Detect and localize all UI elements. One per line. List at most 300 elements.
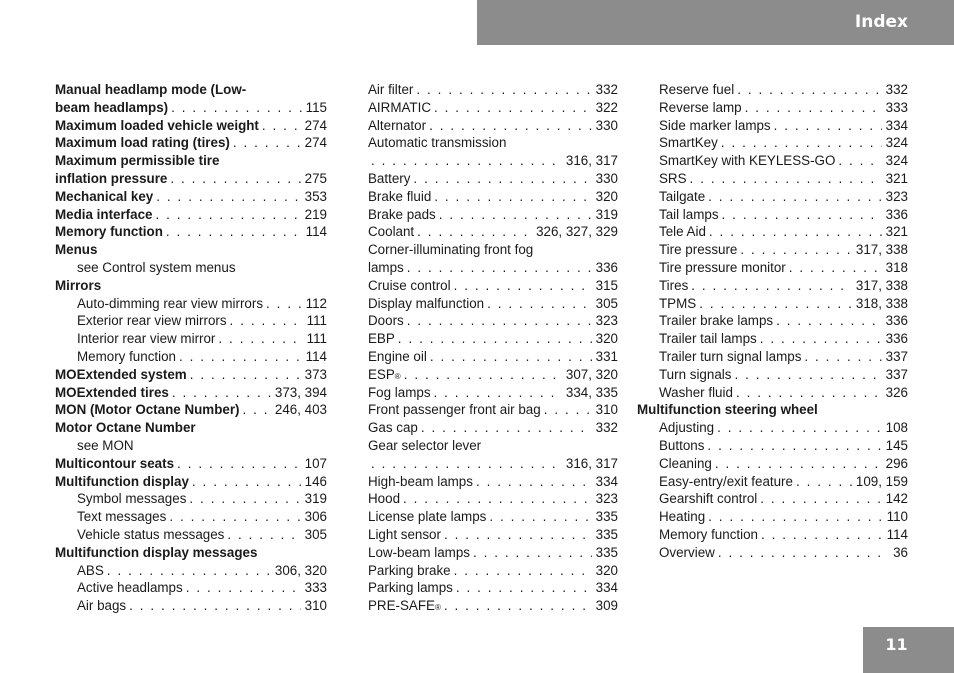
dot-leader — [404, 312, 592, 330]
dot-leader — [696, 295, 852, 313]
dot-leader — [704, 437, 881, 455]
index-page-refs: 306, 320 — [274, 562, 327, 578]
index-term: lamps — [368, 259, 404, 275]
index-entry — [368, 312, 618, 330]
index-term: Washer fluid — [659, 384, 733, 400]
index-term: AIRMATIC — [368, 99, 431, 115]
dot-leader — [224, 526, 300, 544]
index-term: Memory function — [659, 526, 758, 542]
index-term: Active headlamps — [77, 580, 183, 596]
index-term: Motor Octane Number — [55, 420, 196, 436]
dot-leader — [757, 330, 882, 348]
index-entry — [368, 348, 618, 366]
index-entry — [368, 152, 618, 170]
index-entry: PRE-SAFE ® . . . 309 — [368, 597, 618, 615]
index-term: Side marker lamps — [659, 117, 771, 133]
index-entry — [368, 81, 618, 99]
index-entry — [368, 490, 618, 508]
index-entry — [368, 259, 618, 277]
index-page-refs: 316, 317 — [565, 455, 618, 471]
index-term: see Control system menus — [77, 259, 236, 275]
index-entry — [368, 544, 618, 562]
index-page-refs: 336 — [885, 331, 908, 347]
index-page-refs: 319 — [304, 491, 327, 507]
dot-leader — [441, 526, 592, 544]
index-term: Maximum loaded vehicle weight — [55, 117, 259, 133]
index-page-refs: 114 — [305, 348, 327, 364]
index-term: Tail lamps — [659, 206, 719, 222]
index-term: Doors — [368, 313, 404, 329]
dot-leader — [368, 152, 562, 170]
dot-leader — [470, 544, 592, 562]
dot-leader — [719, 206, 882, 224]
index-term: Reverse lamp — [659, 99, 742, 115]
index-page-refs: 111 — [306, 331, 327, 347]
dot-leader — [413, 81, 591, 99]
dot-leader — [706, 223, 882, 241]
index-page-refs: 336 — [595, 259, 618, 275]
index-page-refs: 309 — [595, 598, 618, 614]
index-term: Automatic transmission — [368, 135, 507, 151]
dot-leader — [259, 117, 301, 135]
index-page-refs: 316, 317 — [565, 153, 618, 169]
index-page-refs: 331 — [595, 348, 618, 364]
index-term: Buttons — [659, 437, 705, 453]
index-page-refs: 324 — [885, 135, 908, 151]
dot-leader — [757, 490, 881, 508]
index-entry — [637, 384, 908, 402]
index-term: Mirrors — [55, 277, 102, 293]
dot-leader — [176, 348, 302, 366]
index-term: Engine oil — [368, 348, 427, 364]
index-entry — [55, 330, 327, 348]
index-page-refs: 305 — [304, 526, 327, 542]
dot-leader — [486, 508, 591, 526]
index-entry — [368, 384, 618, 402]
index-page-refs: 337 — [885, 348, 908, 364]
index-entry — [637, 277, 908, 295]
index-page-refs: 336 — [885, 206, 908, 222]
index-entry — [368, 295, 618, 313]
index-entry — [368, 117, 618, 135]
dot-leader — [436, 206, 592, 224]
dot-leader — [734, 81, 881, 99]
dot-leader — [773, 312, 882, 330]
index-term: Front passenger front air bag — [368, 402, 541, 418]
index-entry — [637, 241, 908, 259]
index-page-refs: 275 — [304, 170, 327, 186]
index-entry — [368, 330, 618, 348]
index-entry — [55, 152, 327, 170]
index-entry — [55, 170, 327, 188]
index-term: Turn signals — [659, 366, 732, 382]
index-page-refs: 321 — [885, 224, 908, 240]
index-term: SmartKey — [659, 135, 718, 151]
dot-leader — [688, 277, 852, 295]
index-term: Low-beam lamps — [368, 544, 470, 560]
index-page-refs: 335 — [595, 544, 618, 560]
index-entry — [55, 544, 327, 562]
index-term: Mechanical key — [55, 188, 154, 204]
index-term: Tire pressure — [659, 242, 738, 258]
index-entry — [55, 526, 327, 544]
index-entry — [55, 295, 327, 313]
dot-leader — [473, 473, 592, 491]
index-entry — [368, 206, 618, 224]
index-page-refs: 318, 338 — [855, 295, 908, 311]
index-page-refs: 335 — [595, 526, 618, 542]
index-term: Auto-dimming rear view mirrors — [77, 295, 264, 311]
index-entry — [55, 473, 327, 491]
index-term: Gear selector lever — [368, 437, 482, 453]
index-entry — [368, 526, 618, 544]
index-term: MOExtended system — [55, 366, 187, 382]
index-page-refs: 353 — [304, 188, 327, 204]
index-entry — [55, 117, 327, 135]
index-entry — [55, 99, 327, 117]
index-term: Tele Aid — [659, 224, 706, 240]
dot-leader — [404, 259, 592, 277]
index-page-refs: 336 — [885, 313, 908, 329]
index-term: Memory function — [55, 224, 163, 240]
index-term: Exterior rear view mirrors — [77, 313, 227, 329]
index-entry — [55, 490, 327, 508]
index-entry — [55, 134, 327, 152]
dot-leader — [731, 366, 881, 384]
dot-leader — [733, 384, 882, 402]
index-column-1 — [55, 81, 327, 615]
index-term: SmartKey with KEYLESS-GO — [659, 153, 836, 169]
index-page-refs: 317, 338 — [855, 242, 908, 258]
index-entry — [368, 562, 618, 580]
dot-leader — [263, 295, 302, 313]
index-term: Brake fluid — [368, 188, 432, 204]
index-page-refs: 107 — [304, 455, 327, 471]
dot-leader — [230, 134, 301, 152]
index-page-refs: 337 — [885, 366, 908, 382]
index-page-refs: 330 — [595, 170, 618, 186]
index-entry — [55, 562, 327, 580]
index-page-refs: 296 — [885, 455, 908, 471]
index-entry — [55, 419, 327, 437]
index-entry — [368, 134, 618, 152]
index-page-refs: 332 — [885, 82, 908, 97]
dot-leader — [541, 401, 592, 419]
dot-leader — [240, 401, 271, 419]
dot-leader — [368, 455, 562, 473]
index-page-refs: 111 — [306, 313, 327, 329]
dot-leader — [166, 508, 300, 526]
index-page-refs: 326, 327, 329 — [536, 224, 618, 240]
index-page-refs: 274 — [304, 135, 327, 151]
index-page-refs: 109, 159 — [855, 473, 908, 489]
dot-leader — [742, 99, 882, 117]
index-page-refs: 319 — [595, 206, 618, 222]
index-term: Fog lamps — [368, 384, 431, 400]
index-entry — [55, 597, 327, 615]
index-entry — [368, 508, 618, 526]
index-page-refs: 332 — [595, 420, 618, 436]
dot-leader — [758, 526, 883, 544]
index-entry — [637, 259, 908, 277]
index-term: Media interface — [55, 206, 153, 222]
index-page-refs: 318 — [885, 259, 908, 275]
index-page-refs: 246, 403 — [274, 402, 327, 418]
index-page-refs: 323 — [595, 491, 618, 507]
index-entry — [55, 437, 327, 455]
index-page-refs: 310 — [304, 598, 327, 614]
index-page-refs: 310 — [595, 402, 618, 418]
index-page-refs: 307, 320 — [565, 366, 618, 382]
index-term: Trailer turn signal lamps — [659, 348, 802, 364]
dot-leader — [395, 330, 592, 348]
index-entry — [637, 81, 908, 99]
index-entry — [55, 188, 327, 206]
index-term: Parking lamps — [368, 580, 453, 596]
dot-leader — [126, 597, 301, 615]
index-page-refs: 315 — [595, 277, 618, 293]
index-term: ESP — [368, 366, 395, 382]
index-term: Display malfunction — [368, 295, 485, 311]
index-entry — [637, 366, 908, 384]
index-page-refs: 320 — [595, 188, 618, 204]
index-term: Memory function — [77, 348, 176, 364]
index-term: EBP — [368, 331, 395, 347]
index-term: Hood — [368, 491, 401, 507]
index-term: TPMS — [659, 295, 697, 311]
index-entry — [55, 81, 327, 99]
dot-leader — [174, 455, 301, 473]
index-page-refs: 326 — [885, 384, 908, 400]
index-term: Alternator — [368, 117, 427, 133]
index-term: inflation pressure — [55, 170, 168, 186]
index-term: ABS — [77, 562, 104, 578]
index-term: Trailer tail lamps — [659, 331, 757, 347]
index-entry — [55, 579, 327, 597]
index-entry — [368, 223, 618, 241]
dot-leader — [153, 206, 301, 224]
index-page-refs: 108 — [885, 420, 908, 436]
index-entry — [55, 259, 327, 277]
dot-leader — [186, 490, 300, 508]
index-term: Adjusting — [659, 420, 715, 436]
index-entry — [637, 206, 908, 224]
dot-leader — [169, 384, 271, 402]
index-column-2 — [368, 81, 618, 615]
index-term: Reserve fuel — [659, 82, 735, 97]
index-term: License plate lamps — [368, 509, 487, 525]
dot-leader — [400, 490, 592, 508]
dot-leader — [715, 544, 889, 562]
index-entry — [368, 241, 618, 259]
index-term: Gas cap — [368, 420, 418, 436]
index-page-refs: 320 — [595, 331, 618, 347]
index-entry — [637, 152, 908, 170]
dot-leader — [183, 579, 301, 597]
index-term: SRS — [659, 170, 687, 186]
index-term: Heating — [659, 509, 706, 525]
index-page-refs: 110 — [886, 509, 908, 525]
index-page-refs: 334 — [885, 117, 908, 133]
index-page-refs: 305 — [595, 295, 618, 311]
index-entry — [368, 99, 618, 117]
index-term: Tires — [659, 277, 689, 293]
index-term: MOExtended tires — [55, 384, 169, 400]
page-number-box — [863, 627, 954, 673]
dot-leader — [451, 562, 592, 580]
index-entry — [55, 206, 327, 224]
index-term: Parking brake — [368, 562, 451, 578]
index-entry — [637, 508, 908, 526]
index-entry — [637, 188, 908, 206]
dot-leader — [718, 134, 882, 152]
index-term: Brake pads — [368, 206, 436, 222]
index-entry — [637, 419, 908, 437]
index-term: Multifunction steering wheel — [637, 402, 818, 418]
dot-leader — [771, 117, 882, 135]
index-page-refs: 219 — [304, 206, 327, 222]
index-entry — [637, 312, 908, 330]
index-entry — [637, 330, 908, 348]
dot-leader — [705, 188, 882, 206]
index-entry — [637, 490, 908, 508]
index-term: see MON — [77, 437, 134, 453]
index-term: Maximum permissible tire — [55, 153, 220, 169]
index-page-refs: 330 — [595, 117, 618, 133]
index-column-3 — [637, 81, 908, 562]
index-term: beam headlamps) — [55, 99, 169, 115]
index-page-refs: 332 — [595, 82, 618, 97]
index-term: Corner-illuminating front fog — [368, 242, 534, 258]
index-entry — [637, 295, 908, 313]
index-entry — [637, 473, 908, 491]
dot-leader — [167, 170, 300, 188]
index-page-refs: 306 — [304, 509, 327, 525]
index-entry — [55, 366, 327, 384]
dot-leader — [451, 277, 592, 295]
page-number: 11 — [885, 635, 908, 654]
index-term: Multifunction display messages — [55, 544, 258, 560]
dot-leader — [427, 348, 592, 366]
index-page-refs: 142 — [885, 491, 908, 507]
index-page-refs: 36 — [893, 544, 908, 560]
dot-leader — [801, 348, 881, 366]
index-entry — [55, 277, 327, 295]
index-page-refs: 324 — [885, 153, 908, 169]
dot-leader — [163, 223, 302, 241]
section-title: Index — [854, 12, 908, 32]
index-entry — [368, 188, 618, 206]
index-page-refs: 323 — [885, 188, 908, 204]
index-entry — [55, 348, 327, 366]
index-entry: ESP ® . . . 307, 320 — [368, 366, 618, 384]
index-entry — [368, 579, 618, 597]
index-entry — [55, 384, 327, 402]
dot-leader — [187, 366, 301, 384]
index-entry — [637, 134, 908, 152]
index-term: Interior rear view mirror — [77, 331, 216, 347]
index-page-refs: 321 — [885, 170, 908, 186]
index-term: Menus — [55, 242, 98, 258]
index-page-refs: 112 — [305, 295, 327, 311]
index-entry — [55, 223, 327, 241]
index-term: Light sensor — [368, 526, 441, 542]
index-entry — [637, 117, 908, 135]
index-entry — [368, 277, 618, 295]
dot-leader — [453, 579, 592, 597]
index-page-refs: 333 — [304, 580, 327, 596]
index-page-refs: 373, 394 — [274, 384, 327, 400]
index-entry — [55, 312, 327, 330]
index-page-refs: 334 — [595, 580, 618, 596]
index-term: MON (Motor Octane Number) — [55, 402, 240, 418]
index-term: Manual headlamp mode (Low- — [55, 82, 247, 97]
index-page-refs: 333 — [885, 99, 908, 115]
index-entry — [368, 419, 618, 437]
index-page-refs: 115 — [305, 99, 327, 115]
index-page-refs: 323 — [595, 313, 618, 329]
header-bar — [477, 0, 954, 45]
index-entry — [55, 401, 327, 419]
index-entry — [368, 170, 618, 188]
index-term: Text messages — [77, 509, 167, 525]
dot-leader — [426, 117, 592, 135]
index-entry — [637, 99, 908, 117]
index-entry — [368, 437, 618, 455]
index-term: Symbol messages — [77, 491, 187, 507]
index-term: Gearshift control — [659, 491, 758, 507]
index-entry — [55, 241, 327, 259]
index-term: Coolant — [368, 224, 415, 240]
dot-leader — [189, 473, 301, 491]
index-entry — [368, 401, 618, 419]
index-entry — [368, 455, 618, 473]
index-entry — [55, 508, 327, 526]
index-term: Air bags — [77, 598, 127, 614]
index-term: Multifunction display — [55, 473, 189, 489]
index-term: Maximum load rating (tires) — [55, 135, 230, 151]
index-entry — [637, 223, 908, 241]
index-page-refs: 274 — [304, 117, 327, 133]
dot-leader — [153, 188, 300, 206]
index-entry — [55, 455, 327, 473]
index-page-refs: 146 — [304, 473, 327, 489]
dot-leader — [705, 508, 882, 526]
index-entry — [368, 473, 618, 491]
index-page-refs: 320 — [595, 562, 618, 578]
dot-leader — [431, 384, 562, 402]
dot-leader — [786, 259, 882, 277]
index-entry — [637, 544, 908, 562]
index-entry — [637, 170, 908, 188]
index-term: Tire pressure monitor — [659, 259, 786, 275]
index-entry — [637, 401, 908, 419]
dot-leader — [414, 223, 532, 241]
index-term: Cleaning — [659, 455, 712, 471]
index-term: Multicontour seats — [55, 455, 175, 471]
dot-leader — [712, 455, 882, 473]
index-page-refs: 334 — [595, 473, 618, 489]
dot-leader — [441, 597, 592, 615]
index-term: Air filter — [368, 82, 414, 97]
dot-leader — [418, 419, 592, 437]
index-term: PRE-SAFE — [368, 598, 435, 614]
index-term: Overview — [659, 544, 715, 560]
index-term: Trailer brake lamps — [659, 313, 774, 329]
index-page-refs: 335 — [595, 509, 618, 525]
dot-leader — [431, 188, 591, 206]
index-page-refs: 373 — [304, 366, 327, 382]
